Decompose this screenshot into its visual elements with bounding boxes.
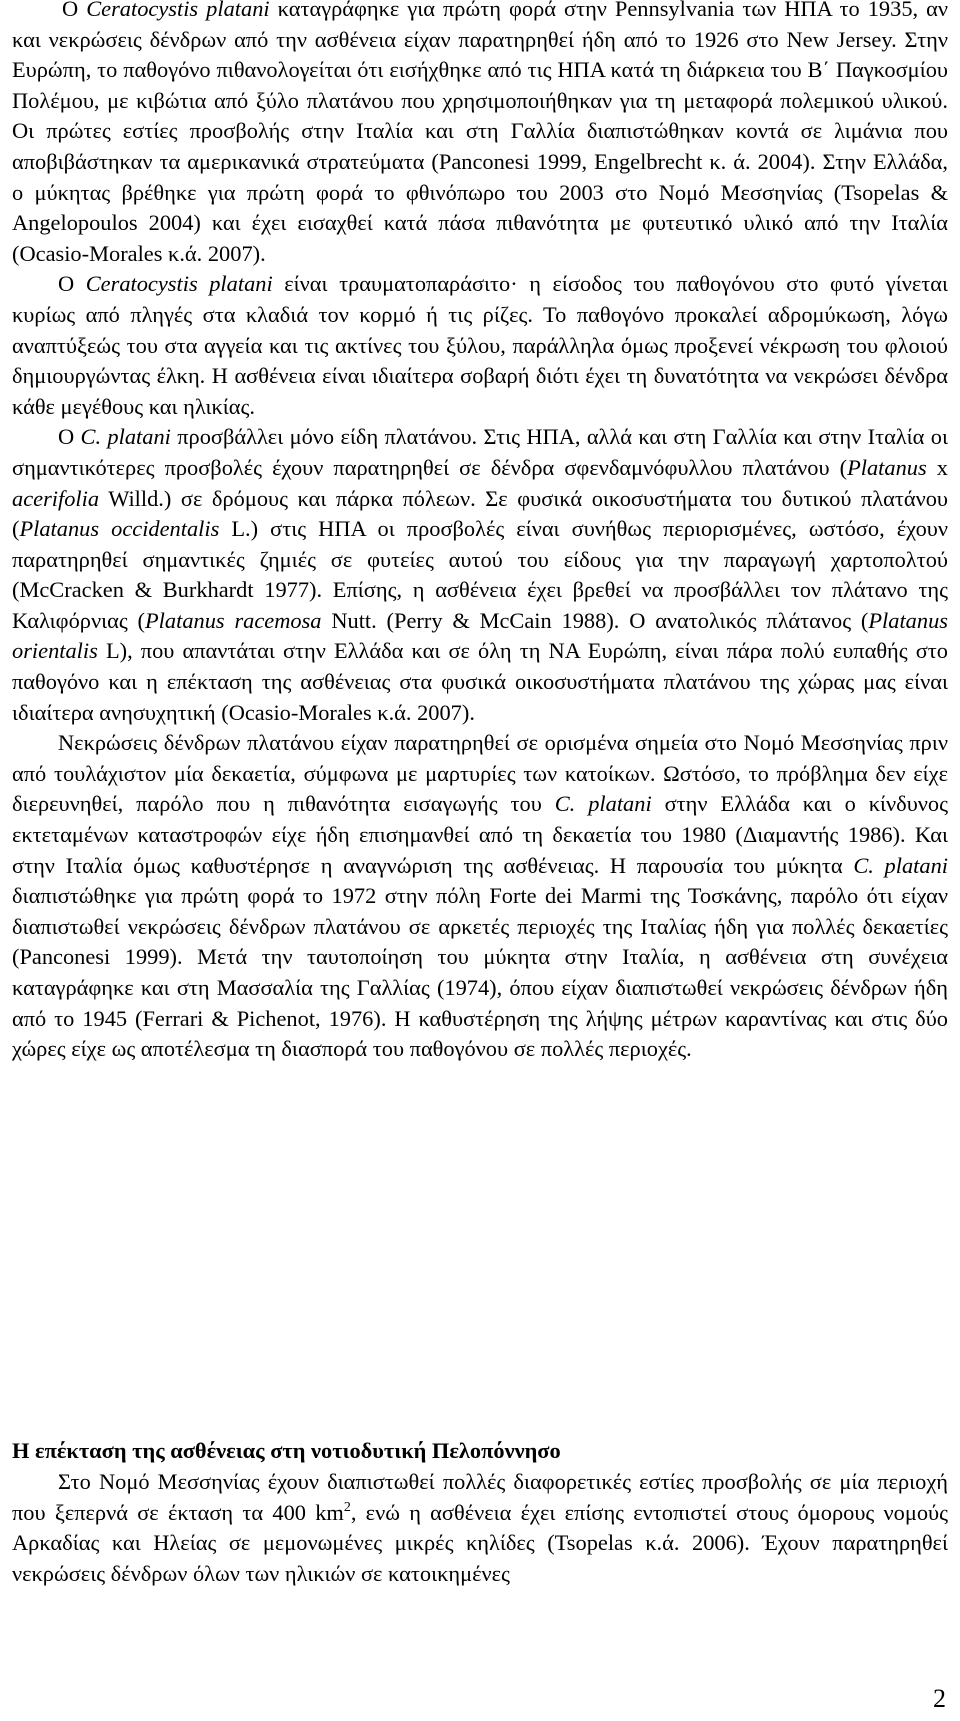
- section-heading: Η επέκταση της ασθένειας στη νοτιοδυτική Πελοπόννησο: [12, 1438, 561, 1463]
- species-name: acerifolia: [12, 485, 100, 511]
- species-name: C. platani: [80, 424, 171, 450]
- superscript: 2: [343, 1499, 351, 1515]
- text-run: είναι τραυματοπαράσιτο· η είσοδος του παθογόνου στο φυτό γίνεται κυρίως από πληγές στα κλαδιά τον κορμό ή τις ρίζες. Το παθογόνο προκαλεί αδρομύκωση, λόγω αναπτύξεώς του στα αγγεία και τις ακτίνες του ξύλου, παράλληλα όμως προξενεί νέκρωση του φλοιού δημιουργώντας έλκη. Η ασθένεια είναι ιδιαίτερα σοβαρή διότι έχει τη δυνατότητα να νεκρώσει δένδρα κάθε μεγέθους και ηλικίας.: [12, 271, 948, 419]
- body-text-section: [12, 1467, 948, 1589]
- text-run: καταγράφηκε για πρώτη φορά στην Pennsylvania των ΗΠΑ το 1935, αν και νεκρώσεις δένδρων από την ασθένεια είχαν παρατηρηθεί ήδη από το 1926 στο New Jersey. Στην Ευρώπη, το παθογόνο πιθανολογείται ότι εισήχθηκε από τις ΗΠΑ κατά τη διάρκεια του Β΄ Παγκοσμίου Πολέμου, με κιβώτια από ξύλο πλατάνου που χρησιμοποιήθηκαν για τη μεταφορά πολεμικού υλικού. Οι πρώτες εστίες προσβολής στην Ιταλία και στη Γαλλία διαπιστώθηκαν κοντά σε λιμάνια που αποβιβάστηκαν τα αμερικανικά στρατεύματα (Panconesi 1999, Engelbrecht κ. ά. 2004). Στην Ελλάδα, ο μύκητας βρέθηκε για πρώτη φορά το φθινόπωρο του 2003 στο Νομό Μεσσηνίας (Tsopelas & Angelopoulos 2004) και έχει εισαχθεί κατά πάσα πιθανότητα με φυτευτικό υλικό από την Ιταλία (Ocasio-Morales κ.ά. 2007).: [12, 0, 948, 266]
- text-run: διαπιστώθηκε για πρώτη φορά το 1972 στην πόλη Forte dei Marmi της Τοσκάνης, παρόλο ότι είχαν διαπιστωθεί νεκρώσεις δένδρων πλατάνου σε αρκετές περιοχές της Ιταλίας ήδη για πολλές δεκαετίες (Panconesi 1999). Μετά την ταυτοποίηση του μύκητα στην Ιταλία, η ασθένεια στη συνέχεια καταγράφηκε και στη Μασσαλία της Γαλλίας (1974), όπου είχαν διαπιστωθεί νεκρώσεις δένδρων ήδη από το 1945 (Ferrari & Pichenot, 1976). Η καθυστέρηση της λήψης μέτρων καραντίνας και στις δύο χώρες είχε ως αποτέλεσμα τη διασπορά του παθογόνου σε πολλές περιοχές.: [12, 883, 948, 1062]
- species-name: Ceratocystis platani: [85, 271, 273, 297]
- text-run: Στο Νομό Μεσσηνίας έχουν διαπιστωθεί πολλές διαφορετικές εστίες προσβολής σε μία περιοχή που ξεπερνά σε έκταση τα 400 km: [12, 1469, 948, 1525]
- paragraph-4: [12, 728, 948, 1065]
- text-run: L.) στις ΗΠΑ οι προσβολές είναι συνήθως περιορισμένες, ωστόσο, έχουν παρατηρηθεί σημαντικές ζημιές σε φυτείες αυτού του είδους για την παραγωγή χαρτοπολτού (McCracken & Burkhardt 1977). Επίσης, η ασθένεια έχει βρεθεί να προσβάλλει τον πλάτανο της Καλιφόρνιας (: [12, 516, 948, 633]
- text-run: Ο: [58, 424, 81, 450]
- text-run: Nutt. (Perry & McCain 1988). Ο ανατολικός πλάτανος (: [321, 607, 869, 633]
- species-name: C. platani: [853, 852, 948, 878]
- species-name: Platanus racemosa: [145, 607, 322, 633]
- text-run: Νεκρώσεις δένδρων πλατάνου είχαν παρατηρηθεί σε ορισμένα σημεία στο Νομό Μεσσηνίας πριν από τουλάχιστον μία δεκαετία, σύμφωνα με μαρτυρίες των κατοίκων. Ωστόσο, το πρόβλημα δεν είχε διερευνηθεί, παρόλο που η πιθανότητα εισαγωγής του: [12, 730, 948, 817]
- text-run: στην Ελλάδα και ο κίνδυνος εκτεταμένων καταστροφών είχε ήδη επισημανθεί από τη δεκαετία του 1980 (Διαμαντής 1986). Και στην Ιταλία όμως καθυστέρησε η αναγνώριση της ασθένειας. Η παρουσία του μύκητα: [12, 791, 948, 878]
- species-name: Ceratocystis platani: [86, 0, 270, 21]
- text-run: Willd.) σε δρόμους και πάρκα πόλεων. Σε φυσικά οικοσυστήματα του δυτικού πλατάνου (: [12, 485, 948, 542]
- text-run: Ο: [58, 271, 86, 297]
- text-run: προσβάλλει μόνο είδη πλατάνου. Στις ΗΠΑ, αλλά και στη Γαλλία και στην Ιταλία οι σημαντικότερες προσβολές έχουν παρατηρηθεί σε δένδρα σφενδαμνόφυλλου πλατάνου (: [12, 424, 948, 480]
- text-run: , ενώ η ασθένεια έχει επίσης εντοπιστεί στους όμορους νομούς Αρκαδίας και Ηλείας σε μεμονωμένες μικρές κηλίδες (Tsopelas κ.ά. 2006). Έχουν παρατηρηθεί νεκρώσεις δένδρων όλων των ηλικιών σε κατοικημένες: [12, 1499, 948, 1586]
- paragraph-3: [12, 422, 948, 728]
- paragraph-2: [12, 269, 948, 422]
- species-name: Platanus occidentalis: [19, 516, 220, 542]
- text-run: L), που απαντάται στην Ελλάδα και σε όλη τη ΝΑ Ευρώπη, είναι πάρα πολύ ευπαθής στο παθογόνο και η επέκταση της ασθένειας στα φυσικά οικοσυστήματα πλατάνου της χώρας μας είναι ιδιαίτερα ανησυχητική (Ocasio-Morales κ.ά. 2007).: [12, 638, 948, 725]
- paragraph-1: [12, 0, 948, 269]
- page-number: 2: [933, 1684, 946, 1713]
- species-name: C. platani: [554, 791, 652, 817]
- paragraph-5: [12, 1467, 948, 1589]
- body-text: [12, 0, 948, 1065]
- species-name: Platanus: [847, 454, 927, 480]
- species-name: Platanus orientalis: [12, 607, 948, 664]
- text-run: Ο: [62, 0, 87, 21]
- text-run: x: [926, 454, 948, 480]
